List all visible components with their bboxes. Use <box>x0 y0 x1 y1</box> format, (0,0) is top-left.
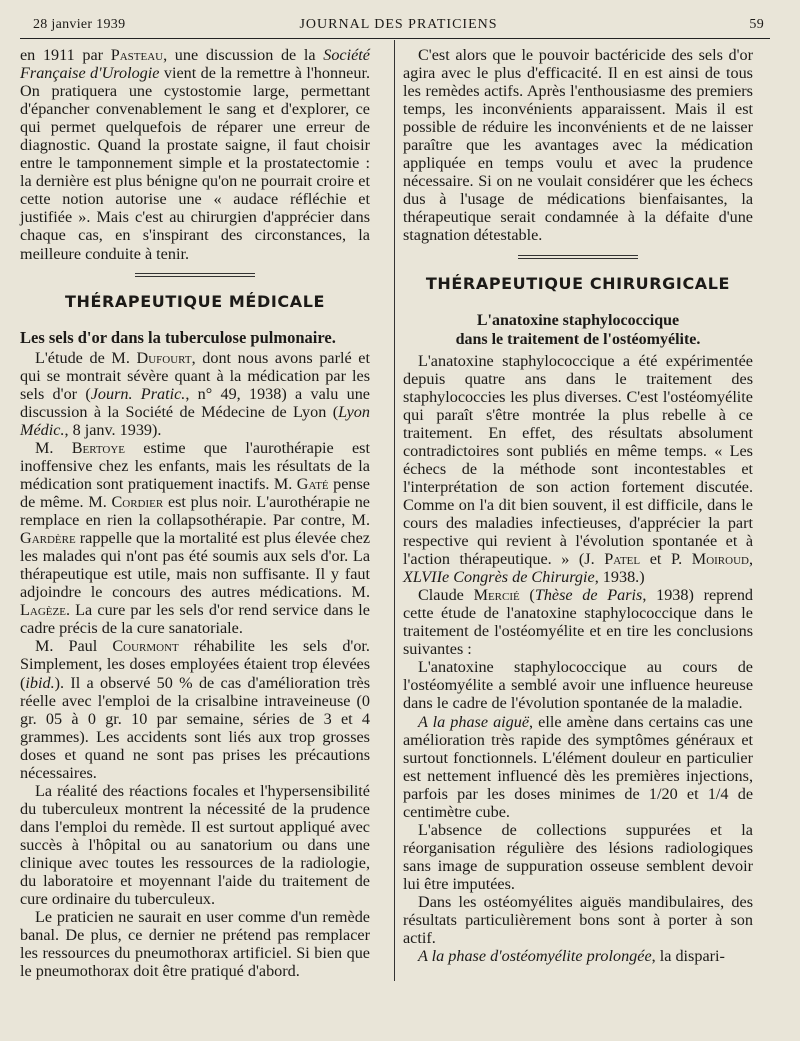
continued-paragraph: en 1911 par Pasteau, une discussion de la Société Française d'Urologie vient de la remettre à l'honneur. On pratiquera une cystostomie large, permettant d'épancher convenablement le sang et d'explorer, ce qui permet quelquefois de réparer une erreur de diagnostic. Quand la prostate saigne, il faut choisir entre le tamponnement simple et la prostatectomie : la dernière est plus bénigne qu'on ne pourrait croire et cette notion autorise une « audace réfléchie et justifiée ». Mais c'est au chirurgien d'apprécier dans chaque cas, en s'inspirant des circonstances, la meilleure conduite à tenir. <box>20 46 371 263</box>
article-paragraph: L'anatoxine staphylococcique a été expérimentée depuis quatre ans dans le traitement des staphylococcies les plus diverses. C'est l'ostéomyélite qui paraît s'être montrée la plus rebelle à ce traitement. En effet, des résultats absolument contradictoires sont publiés en même temps. « Les échecs de la méthode sont incontestables et l'interprétation de son action fortement discutée. Comme on l'a dit bien souvent, il est difficile, dans le cours des maladies infectieuses, d'apprécier la part respective qui revient à l'évolution spontanée et à l'action thérapeutique. » (J. Patel et P. Moiroud, XLVIIe Congrès de Chirurgie, 1938.) <box>403 351 754 587</box>
article-paragraph: La réalité des réactions focales et l'hypersensibilité du tuberculeux montrent la nécessité de la prudence dans l'emploi du remède. Il est surtout appliqué avec succès à l'hôpital ou au sanatorium ou dans une clinique avec toutes les ressources de la radiologie, du laboratoire et moyennant l'aide du traitement de cure ordinaire du tuberculeux. <box>20 781 370 909</box>
section-title-medicale: THÉRAPEUTIQUE MÉDICALE <box>64 291 326 311</box>
author-name: Pasteau <box>110 46 164 64</box>
section-title-chirurgicale: THÉRAPEUTIQUE CHIRURGICALE <box>425 273 731 293</box>
article-paragraph: Claude Mercié (Thèse de Paris, 1938) reprend cette étude de l'anatoxine staphylococcique dans le traitement de l'ostéomyélite et en tire les conclusions suivantes : <box>403 586 754 659</box>
right-column <box>385 46 753 965</box>
article-paragraph: L'absence de collections suppurées et la réorganisation régulière des lésions radiologiques sans image de suppuration osseuse semblent devoir lui être imputées. <box>403 820 753 893</box>
running-header <box>33 14 764 36</box>
header-rule <box>20 38 770 39</box>
article-paragraph: Le praticien ne saurait en user comme d'un remède banal. De plus, ce dernier ne prétend pas remplacer les ressources du pneumothorax artificiel. Si bien que le pneumothorax doit être pratiqué d'abord. <box>20 908 370 981</box>
article-paragraph: Dans les ostéomyélites aiguës mandibulaires, des résultats particulièrement bons sont à porter à son actif. <box>403 892 753 948</box>
article-paragraph: A la phase aiguë, elle amène dans certains cas une amélioration très rapide des symptômes généraux et surtout fonctionnels. L'élément douleur en particulier est nettement influencé dès les premières injections, parfois par les doses minimes de 1/20 et 1/4 de centimètre cube. <box>403 712 753 821</box>
article-title-line-2: dans le traitement de l'ostéomyélite. <box>455 330 701 348</box>
article-title-anatoxine <box>403 311 753 349</box>
society-name: Société Française d'Urologie <box>20 46 370 83</box>
article-paragraph: M. Bertoye estime que l'aurothérapie est inoffensive chez les enfants, mais les résultats de la médication sont pratiquement inactifs. M. Gaté pense de même. M. Cordier est plus noir. L'aurothérapie ne remplace en rien la collapsothérapie. Par contre, M. Gardère rappelle que la mortalité est plus élevée chez les malades qui n'ont pas été soumis aux sels d'or. La thérapeutique est utile, mais non suffisante. Il y faut adjoindre le concours des autres médications. M. Lagèze. La cure par les sels d'or rend service dans le cadre précis de la cure sanatoriale. <box>20 438 370 638</box>
section-separator <box>518 255 638 259</box>
article-title-sels-d-or: Les sels d'or dans la tuberculose pulmonaire. <box>20 327 336 347</box>
article-paragraph: A la phase d'ostéomyélite prolongée, la dispari- <box>418 947 725 966</box>
section-separator <box>135 273 255 277</box>
continued-paragraph: C'est alors que le pouvoir bactéricide des sels d'or agira avec le plus d'efficacité. Il en est ainsi de tous les remèdes actifs. Après l'enthousiasme des premiers temps, les inconvénients apparaissent. Mais il est possible de réduire les inconvénients et de ne laisser paraître que les avantages avec la médication appliquée en temps voulu et avec la prudence nécessaire. Si on ne voulait considérer que les échecs dus à l'usage de médications bienfaisantes, la thérapeutique serait condamnée à la défaite d'une stagnation détestable. <box>403 46 753 245</box>
article-paragraph: M. Paul Courmont réhabilite les sels d'or. Simplement, les doses employées étaient trop élevées (ibid.). Il a observé 50 % de cas d'amélioration très réelle avec l'emploi de la crisalbine intraveineuse (0 gr. 05 à 0 gr. 10 par semaine, séries de 3 et 4 grammes). Les accidents sont liés aux trop grosses doses et quand ne sont pas prises les précautions nécessaires. <box>20 637 370 782</box>
page-number: 59 <box>749 17 764 32</box>
left-column <box>20 46 370 980</box>
article-paragraph: L'étude de M. Dufourt, dont nous avons parlé et qui se montrait sévère quant à la médication par les sels d'or (Journ. Pratic., n° 49, 1938) a valu une discussion à la Société de Médecine de Lyon (Lyon Médic., 8 janv. 1939). <box>20 348 370 439</box>
article-title-line-1: L'anatoxine staphylococcique <box>476 311 680 329</box>
journal-title: JOURNAL DES PRATICIENS <box>299 17 498 32</box>
article-paragraph: L'anatoxine staphylococcique au cours de l'ostéomyélite a semblé avoir une influence heureuse dans le cadre de l'évolution spontanée de la maladie. <box>403 658 753 713</box>
header-date: 28 janvier 1939 <box>33 17 126 32</box>
